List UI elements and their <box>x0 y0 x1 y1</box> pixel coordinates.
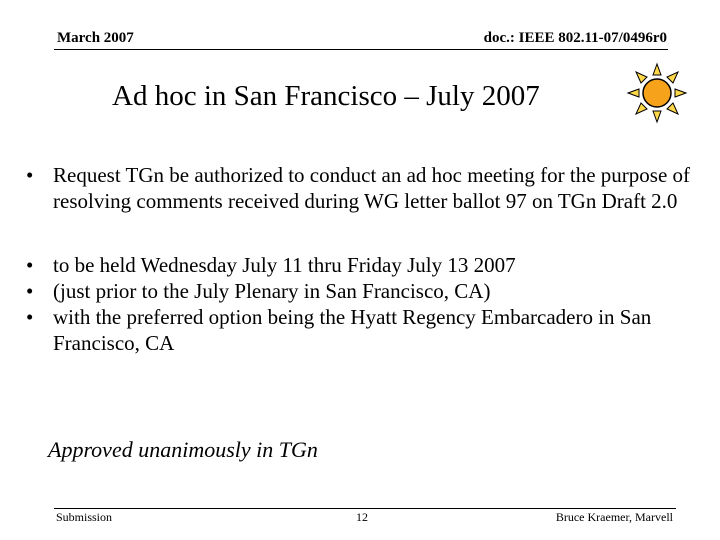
bullet-dot: • <box>26 253 34 277</box>
bullet-list <box>26 162 694 356</box>
approval-note: Approved unanimously in TGn <box>48 437 318 462</box>
bullet-text: to be held Wednesday July 11 thru Friday July 13 2007 <box>53 253 516 277</box>
bullet-item <box>26 278 694 304</box>
page-number: 12 <box>356 510 368 524</box>
bullet-dot: • <box>26 279 34 303</box>
footer-divider <box>54 508 676 509</box>
bullet-item <box>26 162 694 214</box>
bullet-item <box>26 304 694 356</box>
footer-submission: Submission <box>56 510 113 524</box>
bullet-dot: • <box>26 163 34 187</box>
sun-icon <box>626 62 688 124</box>
bullet-dot: • <box>26 305 34 329</box>
bullet-item <box>26 252 694 278</box>
header-doc-id: doc.: IEEE 802.11-07/0496r0 <box>483 30 667 46</box>
bullet-text: (just prior to the July Plenary in San Francisco, CA) <box>53 279 491 303</box>
sun-disc <box>643 79 671 107</box>
header-divider <box>54 49 668 50</box>
slide-title: Ad hoc in San Francisco – July 2007 <box>112 80 540 112</box>
header-date: March 2007 <box>57 30 134 46</box>
bullet-text: Request TGn be authorized to conduct an ad hoc meeting for the purpose of resolving comments received during WG letter ballot 97 on TGn Draft 2.0 <box>53 163 691 213</box>
footer-author: Bruce Kraemer, Marvell <box>555 510 673 524</box>
bullet-text: with the preferred option being the Hyatt Regency Embarcadero in San Francisco, CA <box>53 305 652 355</box>
